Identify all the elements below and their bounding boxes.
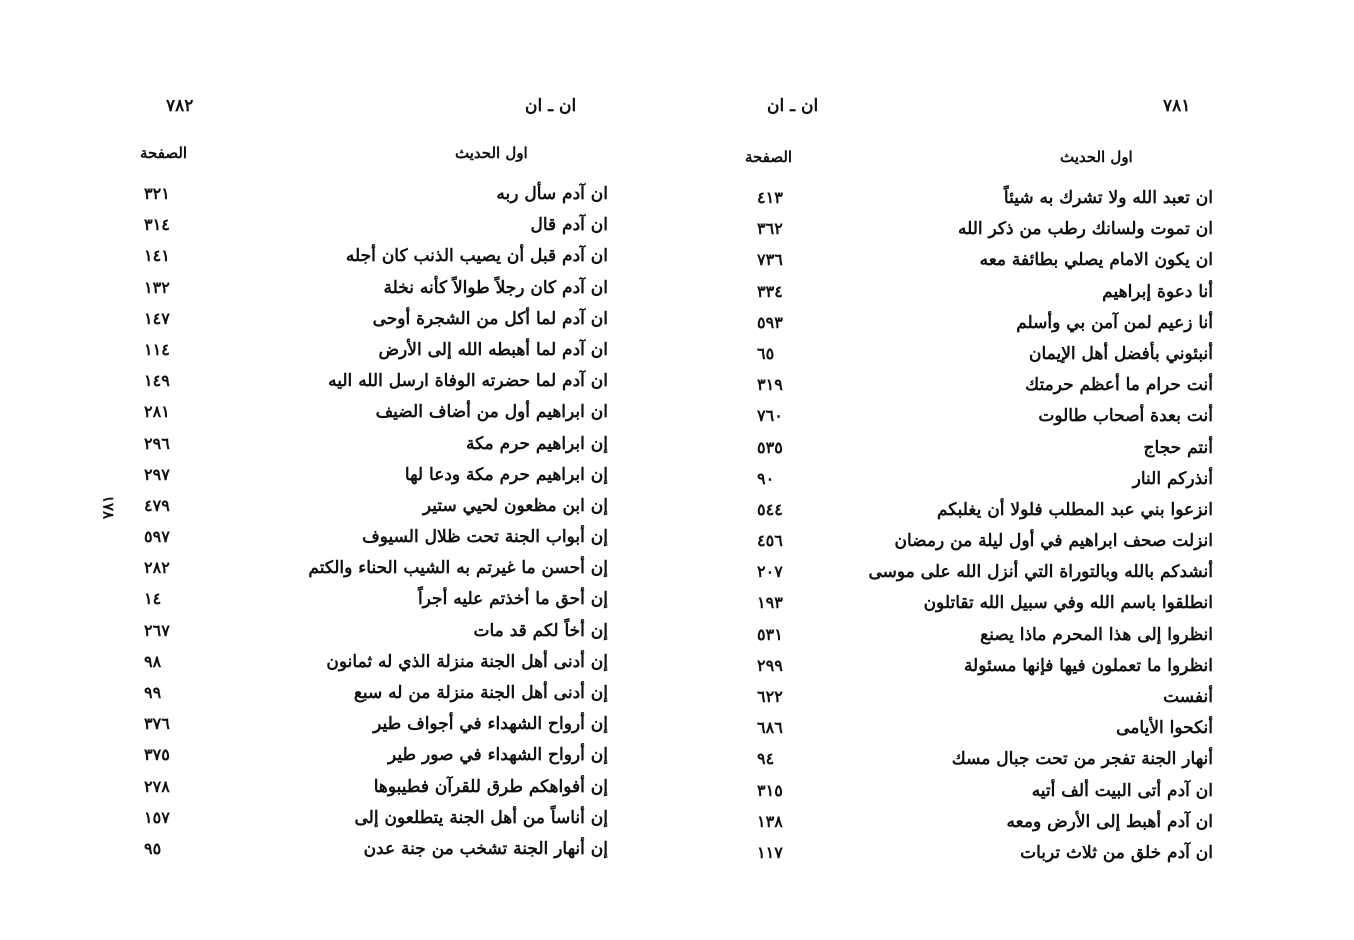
hadith-text: أنشدكم بالله وبالتوراة التي أنزل الله على موسى	[868, 562, 1213, 583]
page-ref: ٣٢١	[144, 184, 170, 203]
hadith-text: ان آدم قبل أن يصيب الذنب كان أجله	[345, 246, 608, 267]
hadith-text: ان ابراهيم أول من أضاف الضيف	[375, 402, 608, 423]
hadith-text: ان تعبد الله ولا تشرك به شيئاً	[1003, 188, 1213, 208]
index-row	[735, 375, 1213, 406]
page-ref: ١٣٨	[757, 811, 783, 831]
index-row	[120, 434, 608, 465]
left-column-header-hadith: اول الحديث	[455, 144, 528, 162]
hadith-text: أنذركم النار	[1132, 468, 1213, 489]
page-ref: ٢٦٧	[144, 620, 170, 640]
right-page	[735, 0, 1235, 940]
right-column-header-hadith: اول الحديث	[1060, 148, 1133, 166]
hadith-text: ان آدم لما أهبطه الله إلى الأرض	[378, 339, 608, 360]
page-ref: ١١٧	[757, 842, 783, 862]
hadith-text: انظروا إلى هذا المحرم ماذا يصنع	[980, 624, 1213, 645]
page-ref: ٩٤	[757, 749, 775, 769]
page-ref: ٥٩٧	[144, 527, 170, 547]
hadith-text: انظروا ما تعملون فيها فإنها مسئولة	[963, 655, 1213, 676]
hadith-text: أنت حرام ما أعظم حرمتك	[1025, 375, 1213, 396]
right-page-number: ٧٨١	[1163, 96, 1191, 116]
page-ref: ١٤١	[144, 246, 170, 266]
index-row	[735, 812, 1213, 843]
hadith-text: ان آدم لما حضرته الوفاة ارسل الله اليه	[328, 371, 608, 392]
page-ref: ٣١٤	[144, 215, 170, 235]
hadith-text: ان آدم أهبط إلى الأرض ومعه	[1006, 811, 1213, 832]
index-row	[735, 219, 1213, 250]
index-row	[735, 500, 1213, 531]
index-row	[120, 714, 608, 745]
page-ref: ٩٠	[757, 468, 775, 488]
index-row	[120, 340, 608, 371]
hadith-text: إن أخاً لكم قد مات	[473, 620, 608, 641]
index-row	[120, 496, 608, 527]
index-row	[735, 843, 1213, 874]
page-ref: ٥٩٣	[757, 312, 783, 332]
page-ref: ٢٨١	[144, 402, 170, 422]
page-ref: ٥٣٥	[757, 437, 783, 457]
page-ref: ٣١٥	[757, 780, 783, 800]
page-ref: ١٩٣	[757, 593, 783, 613]
index-row	[735, 438, 1213, 469]
hadith-text: إن أنهار الجنة تشخب من جنة عدن	[363, 838, 608, 859]
page-ref: ٣٧٦	[144, 714, 170, 734]
index-row	[735, 625, 1213, 656]
index-row	[120, 184, 608, 215]
page-ref: ٣٧٥	[144, 745, 170, 765]
page-ref: ١٤٩	[144, 371, 170, 391]
page-ref: ١٤٧	[144, 308, 170, 328]
page-ref: ٢٩٩	[757, 655, 783, 675]
hadith-text: أنفست	[1163, 687, 1213, 707]
page-ref: ٦٢٢	[757, 687, 783, 706]
hadith-text: إن أناساً من أهل الجنة يتطلعون إلى	[354, 807, 608, 828]
hadith-text: أنا دعوة إبراهيم	[1102, 281, 1213, 302]
page-ref: ٢٨٢	[144, 558, 170, 578]
index-row	[735, 656, 1213, 687]
hadith-text: إن أدنى أهل الجنة منزلة من له سبع	[353, 683, 608, 703]
hadith-text: ان يكون الامام يصلي بطائفة معه	[979, 250, 1213, 271]
index-row	[120, 839, 608, 870]
index-row	[735, 718, 1213, 749]
index-row	[120, 309, 608, 340]
hadith-text: ان آدم خلق من ثلاث تربات	[1020, 842, 1213, 863]
left-index-list	[120, 184, 608, 870]
hadith-text: إن أحق ما أخذتم عليه أجراً	[417, 589, 608, 610]
left-page	[120, 0, 620, 940]
index-row	[735, 531, 1213, 562]
hadith-text: إن أرواح الشهداء في أجواف طير	[373, 714, 608, 735]
index-row	[120, 745, 608, 776]
hadith-text: ان آدم لما أكل من الشجرة أوحى	[372, 308, 608, 329]
page-ref: ٤١٣	[757, 188, 783, 207]
hadith-text: أنبئوني بأفضل أهل الإيمان	[1028, 343, 1213, 364]
left-column-header-page: الصفحة	[140, 144, 188, 162]
hadith-text: إن ابراهيم حرم مكة	[466, 433, 608, 454]
index-row	[735, 781, 1213, 812]
hadith-text: انزعوا بني عبد المطلب فلولا أن يغلبكم	[936, 499, 1213, 520]
hadith-text: إن أرواح الشهداء في صور طير	[388, 745, 608, 766]
page-ref: ١٤	[144, 589, 162, 609]
hadith-text: إن أفواهكم طرق للقرآن فطيبوها	[373, 776, 608, 797]
index-row	[120, 777, 608, 808]
index-row	[120, 371, 608, 402]
index-row	[735, 344, 1213, 375]
index-row	[120, 683, 608, 714]
page-ref: ٩٩	[144, 683, 162, 702]
hadith-text: ان آدم أتى البيت ألف أتيه	[1031, 780, 1213, 801]
page-ref: ٥٤٤	[757, 499, 783, 519]
page-ref: ٩٨	[144, 651, 162, 671]
index-row	[120, 589, 608, 620]
page-ref: ٢٠٧	[757, 562, 783, 582]
hadith-text: أنا زعيم لمن آمن بي وأسلم	[1016, 312, 1213, 333]
index-row	[120, 652, 608, 683]
index-row	[735, 593, 1213, 624]
left-running-head: ان ـ ان	[525, 96, 577, 116]
hadith-text: إن أحسن ما غيرتم به الشيب الحناء والكتم	[308, 558, 608, 579]
hadith-text: إن ابن مظعون لحيي ستير	[422, 495, 608, 516]
index-row	[120, 246, 608, 277]
hadith-text: ان آدم سأل ربه	[496, 184, 608, 204]
index-row	[120, 621, 608, 652]
hadith-text: إن أبواب الجنة تحت ظلال السيوف	[362, 527, 608, 548]
hadith-text: انزلت صحف ابراهيم في أول ليلة من رمضان	[894, 531, 1213, 552]
hadith-text: انطلقوا باسم الله وفي سبيل الله تقاتلون	[923, 593, 1213, 614]
page-ref: ٦٨٦	[757, 718, 783, 738]
page-ref: ١٥٧	[144, 807, 170, 827]
page-ref: ١٣٢	[144, 277, 170, 297]
hadith-text: إن ابراهيم حرم مكة ودعا لها	[404, 464, 608, 485]
hadith-text: ان آدم قال	[530, 215, 608, 236]
page-ref: ٣٣٤	[757, 281, 783, 301]
right-running-head: ان ـ ان	[767, 96, 819, 116]
right-index-list	[735, 188, 1213, 874]
index-row	[735, 250, 1213, 281]
page-ref: ٣١٩	[757, 375, 783, 395]
hadith-text: أنتم حجاج	[1143, 437, 1213, 458]
page-ref: ٦٥	[757, 343, 775, 363]
index-row	[120, 402, 608, 433]
right-column-header-page: الصفحة	[745, 148, 793, 166]
index-row	[735, 188, 1213, 219]
page-ref: ٥٣١	[757, 624, 783, 644]
page-ref: ٧٦٠	[757, 406, 783, 426]
hadith-text: ان آدم كان رجلاً طوالاً كأنه نخلة	[383, 277, 608, 298]
spine-page-mark: ٧٨١	[99, 494, 118, 520]
index-row	[735, 687, 1213, 718]
page-ref: ١١٤	[144, 339, 170, 359]
left-page-number: ٧٨٢	[166, 96, 194, 116]
index-row	[120, 215, 608, 246]
page-ref: ٤٥٦	[757, 531, 783, 551]
index-row	[120, 278, 608, 309]
hadith-text: أنهار الجنة تفجر من تحت جبال مسك	[951, 749, 1213, 770]
index-row	[735, 282, 1213, 313]
index-row	[735, 469, 1213, 500]
page-ref: ٤٧٩	[144, 495, 170, 515]
page-ref: ٢٩٧	[144, 464, 170, 484]
hadith-text: أنكحوا الأيامى	[1116, 718, 1213, 739]
page-ref: ٢٧٨	[144, 776, 170, 796]
index-row	[120, 527, 608, 558]
index-row	[735, 313, 1213, 344]
index-row	[120, 808, 608, 839]
hadith-text: أنت بعدة أصحاب طالوت	[1038, 406, 1213, 427]
index-row	[735, 562, 1213, 593]
index-row	[120, 465, 608, 496]
hadith-text: ان تموت ولسانك رطب من ذكر الله	[957, 219, 1213, 240]
page-ref: ٧٣٦	[757, 250, 783, 270]
index-row	[735, 749, 1213, 780]
index-row	[735, 406, 1213, 437]
index-row	[120, 558, 608, 589]
hadith-text: إن أدنى أهل الجنة منزلة الذي له ثمانون	[326, 651, 608, 672]
page-ref: ٩٥	[144, 838, 162, 858]
page-ref: ٢٩٦	[144, 433, 170, 453]
page-ref: ٣٦٢	[757, 219, 783, 239]
